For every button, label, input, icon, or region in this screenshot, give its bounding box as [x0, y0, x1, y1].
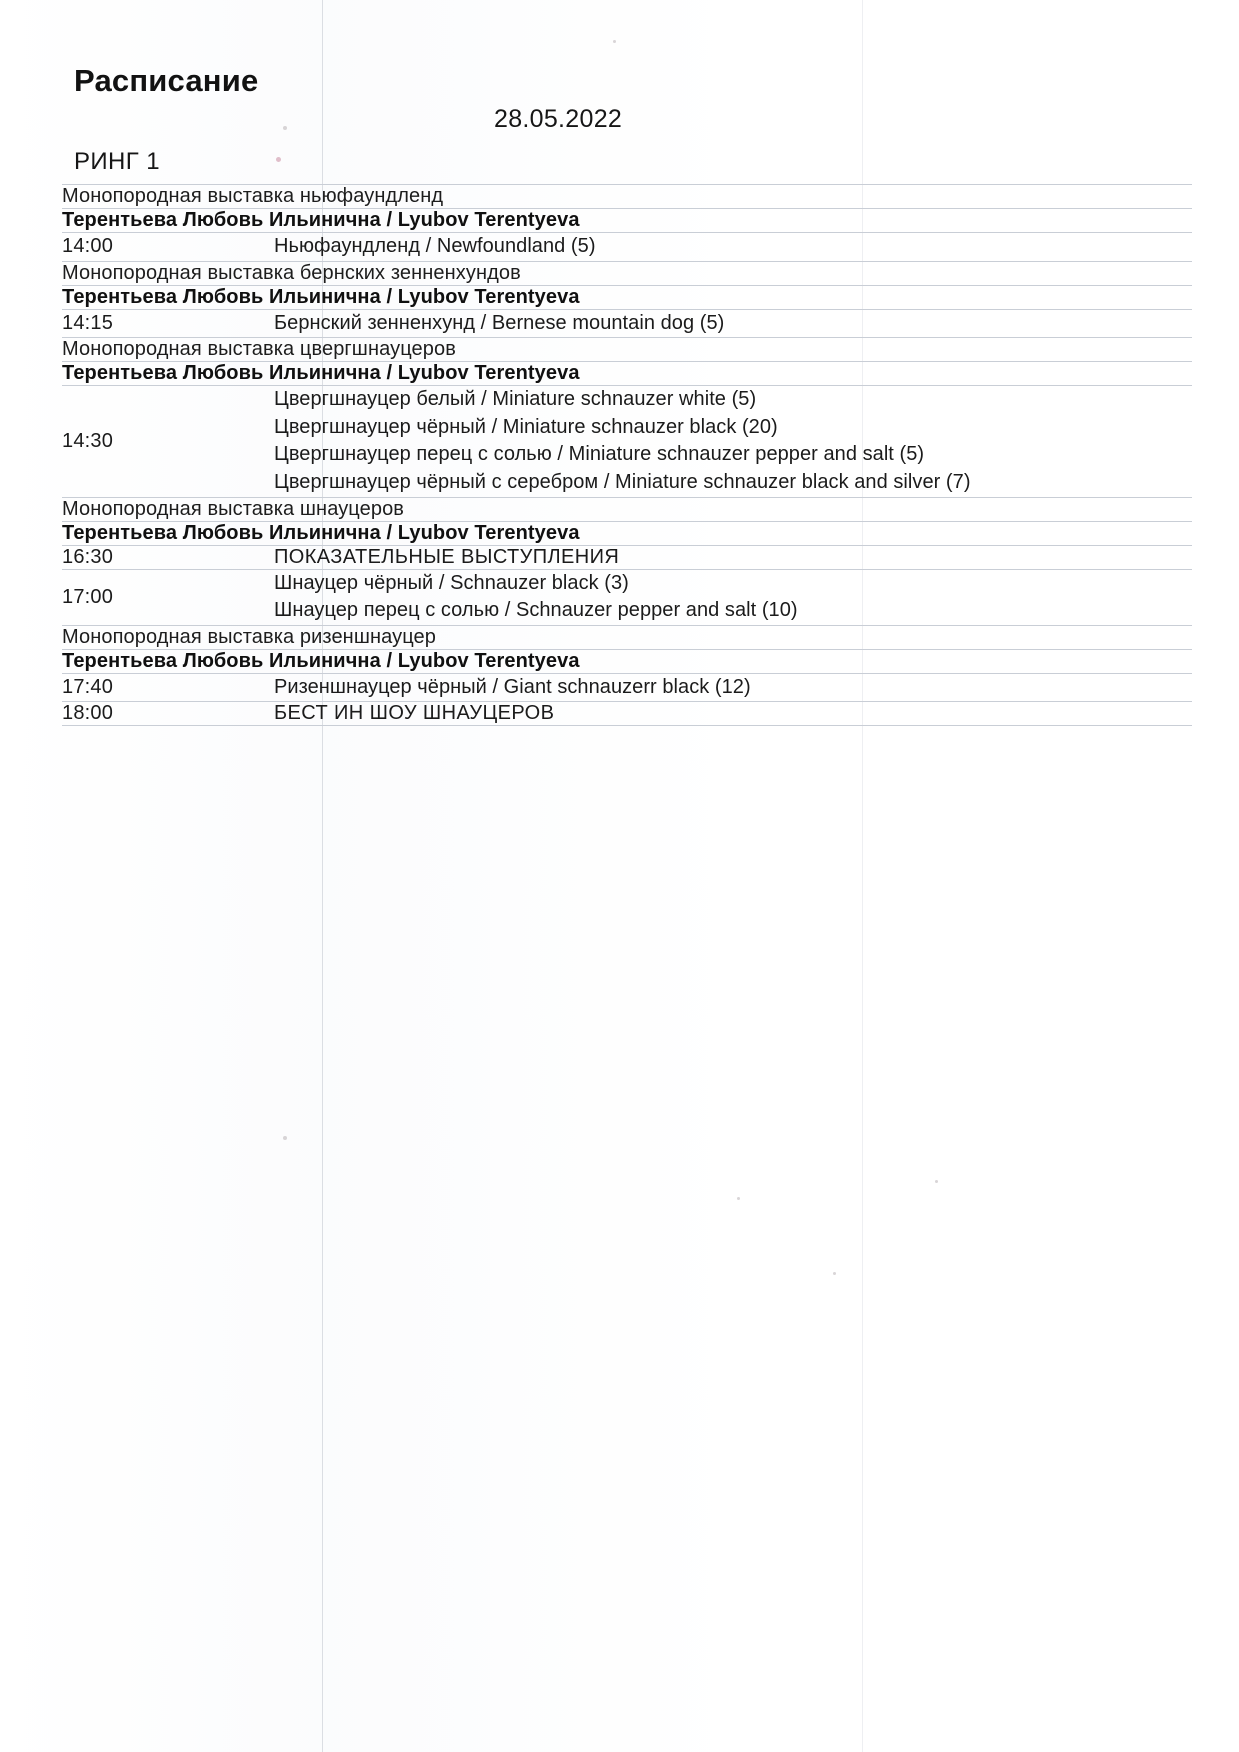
- row-time: 17:40: [62, 673, 274, 702]
- row-event: ПОКАЗАТЕЛЬНЫЕ ВЫСТУПЛЕНИЯ: [274, 545, 1192, 569]
- scan-speck: [833, 1272, 836, 1275]
- entry-line: Ньюфаундленд / Newfoundland (5): [274, 235, 596, 257]
- judge-row: [62, 649, 1192, 673]
- judge-name: Терентьева Любовь Ильинична / Lyubov Terentyeva: [62, 285, 1192, 309]
- section-title: Монопородная выставка бернских зенненхундов: [62, 261, 1192, 285]
- judge-row: [62, 285, 1192, 309]
- section-header-row: [62, 625, 1192, 649]
- judge-name: Терентьева Любовь Ильинична / Lyubov Terentyeva: [62, 209, 1192, 233]
- section-title: Монопородная выставка цвергшнауцеров: [62, 338, 1192, 362]
- judge-name: Терентьева Любовь Ильинична / Lyubov Terentyeva: [62, 521, 1192, 545]
- section-header-row: [62, 185, 1192, 209]
- row-time: 14:30: [62, 386, 274, 497]
- judge-row: [62, 209, 1192, 233]
- scan-speck: [935, 1180, 938, 1183]
- scan-speck: [613, 40, 616, 43]
- schedule-table: [62, 184, 1192, 726]
- schedule-table-body: [62, 185, 1192, 726]
- section-header-row: [62, 497, 1192, 521]
- scan-speck: [283, 126, 287, 130]
- row-entries: [274, 673, 1192, 702]
- scan-speck: [283, 1136, 287, 1140]
- row-time: 16:30: [62, 545, 274, 569]
- section-title: Монопородная выставка ризеншнауцер: [62, 625, 1192, 649]
- table-row: [62, 233, 1192, 262]
- row-entries: [274, 569, 1192, 625]
- schedule-date: 28.05.2022: [494, 105, 623, 133]
- row-time: 14:15: [62, 309, 274, 338]
- entry-line: Шнауцер чёрный / Schnauzer black (3): [274, 571, 629, 594]
- page-title: Расписание: [74, 63, 259, 98]
- section-title: Монопородная выставка шнауцеров: [62, 497, 1192, 521]
- row-entries: [274, 309, 1192, 338]
- table-row: [62, 545, 1192, 569]
- row-event: БЕСТ ИН ШОУ ШНАУЦЕРОВ: [274, 702, 1192, 726]
- row-entries: [274, 233, 1192, 262]
- ring-label: РИНГ 1: [74, 148, 161, 175]
- section-header-row: [62, 338, 1192, 362]
- entry-line: Цвергшнауцер чёрный / Miniature schnauzer black (20): [274, 415, 778, 438]
- table-row: [62, 386, 1192, 497]
- entry-line: Цвергшнауцер перец с солью / Miniature schnauzer pepper and salt (5): [274, 443, 925, 466]
- table-row: [62, 673, 1192, 702]
- entry-line: Бернский зенненхунд / Bernese mountain dog (5): [274, 311, 725, 334]
- table-row: [62, 702, 1192, 726]
- table-row: [62, 569, 1192, 625]
- judge-row: [62, 521, 1192, 545]
- entry-line: Цвергшнауцер чёрный с серебром / Miniature schnauzer black and silver (7): [274, 470, 971, 493]
- section-title: Монопородная выставка ньюфаундленд: [62, 185, 1192, 209]
- scan-speck: [737, 1197, 740, 1200]
- judge-name: Терентьева Любовь Ильинична / Lyubov Terentyeva: [62, 362, 1192, 386]
- row-time: 14:00: [62, 233, 274, 262]
- judge-name: Терентьева Любовь Ильинична / Lyubov Terentyeva: [62, 649, 1192, 673]
- table-row: [62, 309, 1192, 338]
- entry-line: Шнауцер перец с солью / Schnauzer pepper and salt (10): [274, 599, 798, 622]
- entry-line: Цвергшнауцер белый / Miniature schnauzer white (5): [274, 388, 757, 411]
- section-header-row: [62, 261, 1192, 285]
- row-time: 18:00: [62, 702, 274, 726]
- row-time: 17:00: [62, 569, 274, 625]
- entry-line: Ризеншнауцер чёрный / Giant schnauzerr black (12): [274, 675, 751, 698]
- row-entries: [274, 386, 1192, 497]
- judge-row: [62, 362, 1192, 386]
- scan-speck: [276, 157, 281, 162]
